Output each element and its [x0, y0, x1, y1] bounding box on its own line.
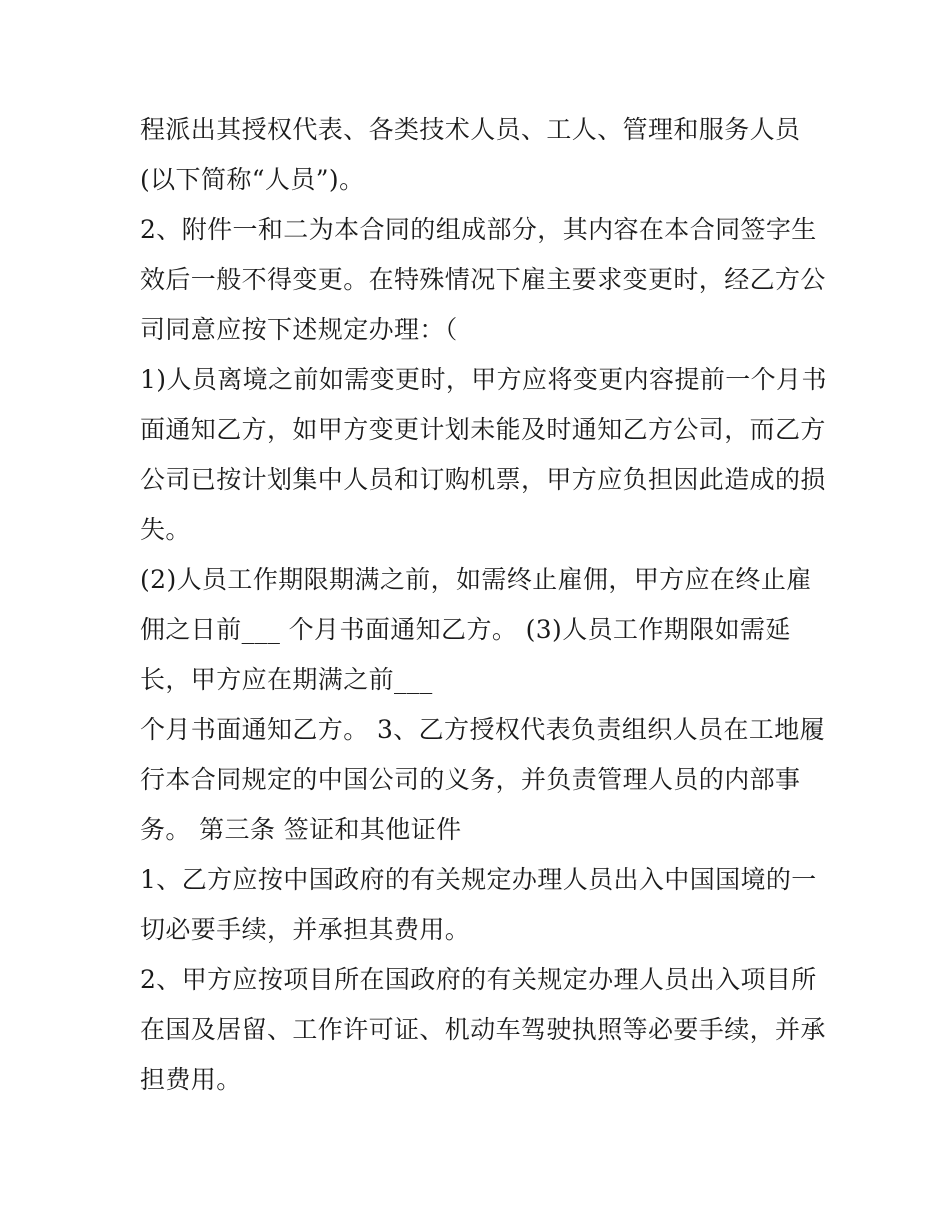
text-line: (2)人员工作期限期满之前，如需终止雇佣，甲方应在终止雇 [140, 565, 812, 594]
text-line: 在国及居留、工作许可证、机动车驾驶执照等必要手续，并承 [140, 1015, 826, 1044]
text-line: 失。 [140, 515, 191, 544]
text-line: 效后一般不得变更。在特殊情况下雇主要求变更时，经乙方公 [140, 265, 826, 294]
text-line: 佣之日前___ 个月书面通知乙方。 (3)人员工作期限如需延 [140, 615, 791, 644]
text-line: 长，甲方应在期满之前___ [140, 665, 433, 694]
text-line: 2、附件一和二为本合同的组成部分，其内容在本合同签字生 [140, 215, 817, 244]
text-line: 担费用。 [140, 1065, 242, 1094]
text-line: 1、乙方应按中国政府的有关规定办理人员出入中国国境的一 [140, 865, 817, 894]
text-line: (以下简称“人员”)。 [140, 165, 365, 194]
text-line: 行本合同规定的中国公司的义务，并负责管理人员的内部事 [140, 765, 801, 794]
text-line: 程派出其授权代表、各类技术人员、工人、管理和服务人员 [140, 115, 801, 144]
text-line: 1)人员离境之前如需变更时，甲方应将变更内容提前一个月书 [140, 365, 827, 394]
text-line: 务。 第三条 签证和其他证件 [140, 815, 462, 844]
text-line: 公司已按计划集中人员和订购机票，甲方应负担因此造成的损 [140, 465, 826, 494]
text-line: 司同意应按下述规定办理：（ [140, 315, 458, 344]
text-line: 切必要手续，并承担其费用。 [140, 915, 471, 944]
text-line: 面通知乙方，如甲方变更计划未能及时通知乙方公司，而乙方 [140, 415, 826, 444]
text-line: 2、甲方应按项目所在国政府的有关规定办理人员出入项目所 [140, 965, 817, 994]
text-line: 个月书面通知乙方。 3、乙方授权代表负责组织人员在工地履 [140, 715, 826, 744]
